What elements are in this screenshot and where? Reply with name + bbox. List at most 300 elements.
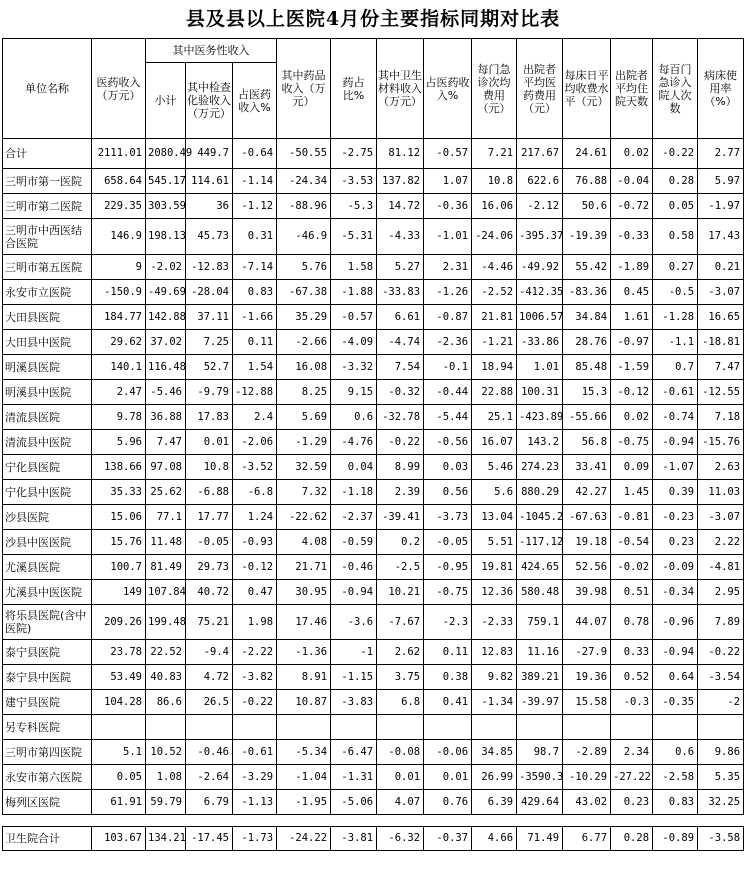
value-cell: -0.74 — [653, 405, 698, 430]
value-cell: 6.39 — [472, 790, 517, 815]
value-cell: 2.63 — [698, 455, 744, 480]
value-cell: -24.22 — [277, 827, 331, 851]
value-cell: -1.34 — [472, 690, 517, 715]
value-cell — [233, 715, 277, 740]
value-cell: -10.29 — [563, 765, 611, 790]
row-name-cell: 永安市第六医院 — [3, 765, 92, 790]
value-cell: -3.82 — [233, 665, 277, 690]
value-cell — [331, 715, 377, 740]
value-cell: 10.52 — [146, 740, 186, 765]
value-cell: -0.87 — [424, 305, 472, 330]
value-cell: -7.67 — [377, 605, 424, 640]
value-cell: 209.26 — [92, 605, 146, 640]
value-cell: -2.36 — [424, 330, 472, 355]
value-cell: -2.37 — [331, 505, 377, 530]
value-cell — [563, 715, 611, 740]
value-cell: 2080.49 — [146, 139, 186, 169]
value-cell: -0.93 — [233, 530, 277, 555]
value-cell: 0.01 — [377, 765, 424, 790]
value-cell — [472, 715, 517, 740]
value-cell: 28.76 — [563, 330, 611, 355]
value-cell: 13.04 — [472, 505, 517, 530]
value-cell: 274.23 — [517, 455, 563, 480]
table-row — [3, 455, 744, 480]
value-cell: -5.3 — [331, 194, 377, 219]
value-cell: 10.8 — [186, 455, 233, 480]
value-cell: 146.9 — [92, 219, 146, 255]
value-cell: -0.22 — [653, 139, 698, 169]
value-cell: -2.66 — [277, 330, 331, 355]
value-cell: 22.52 — [146, 640, 186, 665]
value-cell: -55.66 — [563, 405, 611, 430]
value-cell: -28.04 — [186, 280, 233, 305]
value-cell: -17.45 — [186, 827, 233, 851]
value-cell: 16.07 — [472, 430, 517, 455]
value-cell: 21.81 — [472, 305, 517, 330]
value-cell: 134.21 — [146, 827, 186, 851]
value-cell: 0.38 — [424, 665, 472, 690]
table-row — [3, 330, 744, 355]
value-cell: 55.42 — [563, 255, 611, 280]
value-cell: -1.28 — [653, 305, 698, 330]
value-cell: 100.31 — [517, 380, 563, 405]
table-title: 县及县以上医院4月份主要指标同期对比表 — [185, 8, 561, 30]
table-row — [3, 355, 744, 380]
value-cell: 1.45 — [611, 480, 653, 505]
value-cell: -2.12 — [517, 194, 563, 219]
value-cell: -0.75 — [611, 430, 653, 455]
value-cell: 184.77 — [92, 305, 146, 330]
value-cell: -4.46 — [472, 255, 517, 280]
footer-total-row — [3, 827, 744, 851]
value-cell: -19.39 — [563, 219, 611, 255]
value-cell: 43.02 — [563, 790, 611, 815]
value-cell: 5.97 — [698, 169, 744, 194]
value-cell: 29.62 — [92, 330, 146, 355]
value-cell: 52.56 — [563, 555, 611, 580]
value-cell: -3.54 — [698, 665, 744, 690]
value-cell: -1.88 — [331, 280, 377, 305]
value-cell: -33.83 — [377, 280, 424, 305]
value-cell: -2.75 — [331, 139, 377, 169]
value-cell: 3.75 — [377, 665, 424, 690]
value-cell: 142.88 — [146, 305, 186, 330]
value-cell: -0.89 — [653, 827, 698, 851]
value-cell: -395.37 — [517, 219, 563, 255]
value-cell: 0.52 — [611, 665, 653, 690]
header-med-income: 医药收入（万元） — [92, 39, 146, 139]
value-cell: 658.64 — [92, 169, 146, 194]
value-cell: 2.62 — [377, 640, 424, 665]
value-cell — [277, 715, 331, 740]
value-cell: 0.64 — [653, 665, 698, 690]
value-cell: 107.84 — [146, 580, 186, 605]
value-cell: 0.27 — [653, 255, 698, 280]
value-cell: 759.1 — [517, 605, 563, 640]
value-cell: -0.02 — [611, 555, 653, 580]
value-cell: -0.06 — [424, 740, 472, 765]
value-cell: -0.95 — [424, 555, 472, 580]
value-cell: -3.73 — [424, 505, 472, 530]
value-cell: -24.34 — [277, 169, 331, 194]
value-cell: -3.58 — [698, 827, 744, 851]
value-cell: -0.36 — [424, 194, 472, 219]
value-cell: -0.37 — [424, 827, 472, 851]
value-cell: 17.46 — [277, 605, 331, 640]
value-cell: 0.83 — [653, 790, 698, 815]
table-row — [3, 715, 744, 740]
value-cell: -2.89 — [563, 740, 611, 765]
value-cell: -0.57 — [331, 305, 377, 330]
value-cell: 5.51 — [472, 530, 517, 555]
value-cell: -50.55 — [277, 139, 331, 169]
header-subtotal: 小计 — [146, 63, 186, 139]
value-cell: 0.04 — [331, 455, 377, 480]
value-cell: 138.66 — [92, 455, 146, 480]
value-cell: 424.65 — [517, 555, 563, 580]
value-cell: 6.8 — [377, 690, 424, 715]
value-cell: -0.81 — [611, 505, 653, 530]
table-row — [3, 665, 744, 690]
value-cell: -0.33 — [611, 219, 653, 255]
value-cell: -0.97 — [611, 330, 653, 355]
value-cell: 10.21 — [377, 580, 424, 605]
value-cell: 8.25 — [277, 380, 331, 405]
value-cell: -1.18 — [331, 480, 377, 505]
row-name-cell: 泰宁县中医院 — [3, 665, 92, 690]
row-name-cell: 沙县中医医院 — [3, 530, 92, 555]
value-cell: -1.31 — [331, 765, 377, 790]
header-discharge-drug-cost: 出院者平均医药费用（元） — [517, 39, 563, 139]
value-cell: 45.73 — [186, 219, 233, 255]
value-cell: 71.49 — [517, 827, 563, 851]
row-name-cell: 沙县医院 — [3, 505, 92, 530]
value-cell: -3.32 — [331, 355, 377, 380]
spacer-cell — [563, 815, 611, 827]
value-cell: 0.56 — [424, 480, 472, 505]
value-cell: -12.83 — [186, 255, 233, 280]
table-row — [3, 194, 744, 219]
comparison-table — [2, 38, 744, 851]
value-cell: -3.6 — [331, 605, 377, 640]
value-cell: -1.01 — [424, 219, 472, 255]
value-cell: 1.58 — [331, 255, 377, 280]
value-cell: 7.89 — [698, 605, 744, 640]
value-cell: 2.77 — [698, 139, 744, 169]
table-row — [3, 280, 744, 305]
value-cell — [377, 715, 424, 740]
value-cell: 1.24 — [233, 505, 277, 530]
spacer-cell — [698, 815, 744, 827]
value-cell: 44.07 — [563, 605, 611, 640]
table-row — [3, 740, 744, 765]
value-cell: 114.61 — [186, 169, 233, 194]
value-cell: 0.41 — [424, 690, 472, 715]
value-cell: -412.35 — [517, 280, 563, 305]
value-cell: -0.94 — [331, 580, 377, 605]
value-cell: 0.01 — [186, 430, 233, 455]
row-name-cell: 三明市中西医结合医院 — [3, 219, 92, 255]
table-row — [3, 255, 744, 280]
row-name-cell: 建宁县医院 — [3, 690, 92, 715]
value-cell: -2.33 — [472, 605, 517, 640]
value-cell: 0.11 — [233, 330, 277, 355]
value-cell: 5.27 — [377, 255, 424, 280]
value-cell: 25.1 — [472, 405, 517, 430]
value-cell: 40.83 — [146, 665, 186, 690]
value-cell: 5.76 — [277, 255, 331, 280]
value-cell: -0.54 — [611, 530, 653, 555]
value-cell: 0.02 — [611, 405, 653, 430]
value-cell: -5.06 — [331, 790, 377, 815]
value-cell: 11.48 — [146, 530, 186, 555]
value-cell: -4.81 — [698, 555, 744, 580]
value-cell: 9.82 — [472, 665, 517, 690]
value-cell: 35.33 — [92, 480, 146, 505]
value-cell: 17.83 — [186, 405, 233, 430]
value-cell: 5.96 — [92, 430, 146, 455]
value-cell: -2.52 — [472, 280, 517, 305]
value-cell: -0.61 — [233, 740, 277, 765]
value-cell: 1.54 — [233, 355, 277, 380]
value-cell: 42.27 — [563, 480, 611, 505]
value-cell: 199.48 — [146, 605, 186, 640]
value-cell: -1.29 — [277, 430, 331, 455]
value-cell: 0.02 — [611, 139, 653, 169]
value-cell: -5.34 — [277, 740, 331, 765]
value-cell: -0.59 — [331, 530, 377, 555]
value-cell: 5.35 — [698, 765, 744, 790]
value-cell: 5.46 — [472, 455, 517, 480]
value-cell: -2.64 — [186, 765, 233, 790]
value-cell: 36.88 — [146, 405, 186, 430]
value-cell: 580.48 — [517, 580, 563, 605]
value-cell: -0.96 — [653, 605, 698, 640]
value-cell: 4.07 — [377, 790, 424, 815]
value-cell: -0.22 — [698, 640, 744, 665]
value-cell: 10.87 — [277, 690, 331, 715]
value-cell: -5.31 — [331, 219, 377, 255]
value-cell: 59.79 — [146, 790, 186, 815]
value-cell: 56.8 — [563, 430, 611, 455]
table-row — [3, 219, 744, 255]
value-cell: 30.95 — [277, 580, 331, 605]
value-cell: 15.76 — [92, 530, 146, 555]
value-cell: 7.21 — [472, 139, 517, 169]
value-cell: 7.47 — [146, 430, 186, 455]
value-cell: 0.28 — [611, 827, 653, 851]
value-cell: -423.89 — [517, 405, 563, 430]
value-cell: -27.9 — [563, 640, 611, 665]
value-cell: 0.33 — [611, 640, 653, 665]
value-cell: 2.31 — [424, 255, 472, 280]
value-cell: 9.15 — [331, 380, 377, 405]
value-cell: 14.72 — [377, 194, 424, 219]
value-cell: -1.21 — [472, 330, 517, 355]
value-cell: -83.36 — [563, 280, 611, 305]
value-cell: 140.1 — [92, 355, 146, 380]
value-cell: -9.79 — [186, 380, 233, 405]
row-name-cell: 明溪县中医院 — [3, 380, 92, 405]
value-cell — [146, 715, 186, 740]
value-cell: 217.67 — [517, 139, 563, 169]
value-cell: 0.03 — [424, 455, 472, 480]
value-cell: 17.77 — [186, 505, 233, 530]
value-cell: -49.92 — [517, 255, 563, 280]
header-admit-per-100: 每百门急诊入院人次数 — [653, 39, 698, 139]
spacer-cell — [146, 815, 186, 827]
table-row — [3, 690, 744, 715]
row-name-cell: 卫生院合计 — [3, 827, 92, 851]
value-cell: 449.7 — [186, 139, 233, 169]
spacer-cell — [377, 815, 424, 827]
value-cell: 5.69 — [277, 405, 331, 430]
value-cell: 0.31 — [233, 219, 277, 255]
table-row — [3, 580, 744, 605]
value-cell: 15.06 — [92, 505, 146, 530]
value-cell: 149 — [92, 580, 146, 605]
value-cell: 1.01 — [517, 355, 563, 380]
row-name-cell: 永安市立医院 — [3, 280, 92, 305]
spacer-cell — [611, 815, 653, 827]
value-cell: 39.98 — [563, 580, 611, 605]
header-unit-name: 单位名称 — [3, 39, 92, 139]
value-cell: -2.06 — [233, 430, 277, 455]
value-cell: -0.75 — [424, 580, 472, 605]
value-cell: 0.23 — [653, 530, 698, 555]
value-cell: -1.12 — [233, 194, 277, 219]
value-cell: -0.72 — [611, 194, 653, 219]
row-name-cell: 合计 — [3, 139, 92, 169]
spacer-cell — [472, 815, 517, 827]
spacer-cell — [277, 815, 331, 827]
value-cell: -0.34 — [653, 580, 698, 605]
value-cell: -3.07 — [698, 280, 744, 305]
value-cell: -0.22 — [377, 430, 424, 455]
value-cell: -2.02 — [146, 255, 186, 280]
value-cell: -1.36 — [277, 640, 331, 665]
value-cell: -27.22 — [611, 765, 653, 790]
value-cell: 0.47 — [233, 580, 277, 605]
value-cell: 7.47 — [698, 355, 744, 380]
value-cell: 32.25 — [698, 790, 744, 815]
value-cell: 25.62 — [146, 480, 186, 505]
value-cell — [424, 715, 472, 740]
table-row — [3, 555, 744, 580]
value-cell: 4.08 — [277, 530, 331, 555]
row-name-cell: 三明市第五医院 — [3, 255, 92, 280]
row-name-cell: 梅列区医院 — [3, 790, 92, 815]
table-row — [3, 530, 744, 555]
value-cell: 37.02 — [146, 330, 186, 355]
value-cell: -3590.3 — [517, 765, 563, 790]
value-cell: 0.83 — [233, 280, 277, 305]
value-cell: 8.91 — [277, 665, 331, 690]
value-cell: 0.09 — [611, 455, 653, 480]
spacer-cell — [233, 815, 277, 827]
value-cell: -0.46 — [331, 555, 377, 580]
value-cell: 100.7 — [92, 555, 146, 580]
table-row — [3, 640, 744, 665]
value-cell: 2.95 — [698, 580, 744, 605]
value-cell — [517, 715, 563, 740]
value-cell: 97.08 — [146, 455, 186, 480]
value-cell: 86.6 — [146, 690, 186, 715]
value-cell: 85.48 — [563, 355, 611, 380]
header-pct-med-income: 占医药收入% — [233, 63, 277, 139]
value-cell: 103.67 — [92, 827, 146, 851]
row-name-cell: 清流县医院 — [3, 405, 92, 430]
value-cell: 1006.57 — [517, 305, 563, 330]
value-cell: 19.81 — [472, 555, 517, 580]
value-cell: -150.9 — [92, 280, 146, 305]
value-cell: 0.01 — [424, 765, 472, 790]
value-cell: -24.06 — [472, 219, 517, 255]
value-cell: 880.29 — [517, 480, 563, 505]
header-row-1 — [3, 39, 744, 63]
table-row — [3, 765, 744, 790]
value-cell: -4.76 — [331, 430, 377, 455]
value-cell: 34.84 — [563, 305, 611, 330]
value-cell — [698, 715, 744, 740]
value-cell: -117.12 — [517, 530, 563, 555]
value-cell: -15.76 — [698, 430, 744, 455]
value-cell: -3.52 — [233, 455, 277, 480]
value-cell: -5.44 — [424, 405, 472, 430]
row-name-cell: 尤溪县中医医院 — [3, 580, 92, 605]
value-cell: -12.88 — [233, 380, 277, 405]
value-cell: 2111.01 — [92, 139, 146, 169]
value-cell: 11.16 — [517, 640, 563, 665]
value-cell: 24.61 — [563, 139, 611, 169]
row-name-cell: 宁化县中医院 — [3, 480, 92, 505]
value-cell: -18.81 — [698, 330, 744, 355]
row-name-cell: 明溪县医院 — [3, 355, 92, 380]
value-cell: 2.39 — [377, 480, 424, 505]
value-cell: 4.66 — [472, 827, 517, 851]
spacer-cell — [3, 815, 92, 827]
value-cell: 34.85 — [472, 740, 517, 765]
value-cell: 0.2 — [377, 530, 424, 555]
value-cell: -0.32 — [377, 380, 424, 405]
spacer-row — [3, 815, 744, 827]
total-row — [3, 139, 744, 169]
value-cell: 0.7 — [653, 355, 698, 380]
value-cell: 0.6 — [653, 740, 698, 765]
header-drug-ratio: 药占比% — [331, 39, 377, 139]
value-cell: -12.55 — [698, 380, 744, 405]
value-cell: 10.8 — [472, 169, 517, 194]
value-cell: -0.57 — [424, 139, 472, 169]
value-cell: -4.74 — [377, 330, 424, 355]
row-name-cell: 宁化县医院 — [3, 455, 92, 480]
value-cell: 53.49 — [92, 665, 146, 690]
value-cell: -2.3 — [424, 605, 472, 640]
table-row — [3, 405, 744, 430]
header-avg-stay: 出院者平均住院天数 — [611, 39, 653, 139]
value-cell — [653, 715, 698, 740]
value-cell: -6.88 — [186, 480, 233, 505]
value-cell: 21.71 — [277, 555, 331, 580]
value-cell: 0.05 — [653, 194, 698, 219]
value-cell: -22.62 — [277, 505, 331, 530]
table-row — [3, 505, 744, 530]
value-cell: 0.05 — [92, 765, 146, 790]
row-name-cell: 三明市第一医院 — [3, 169, 92, 194]
value-cell: -0.04 — [611, 169, 653, 194]
value-cell: 0.76 — [424, 790, 472, 815]
value-cell: 7.32 — [277, 480, 331, 505]
